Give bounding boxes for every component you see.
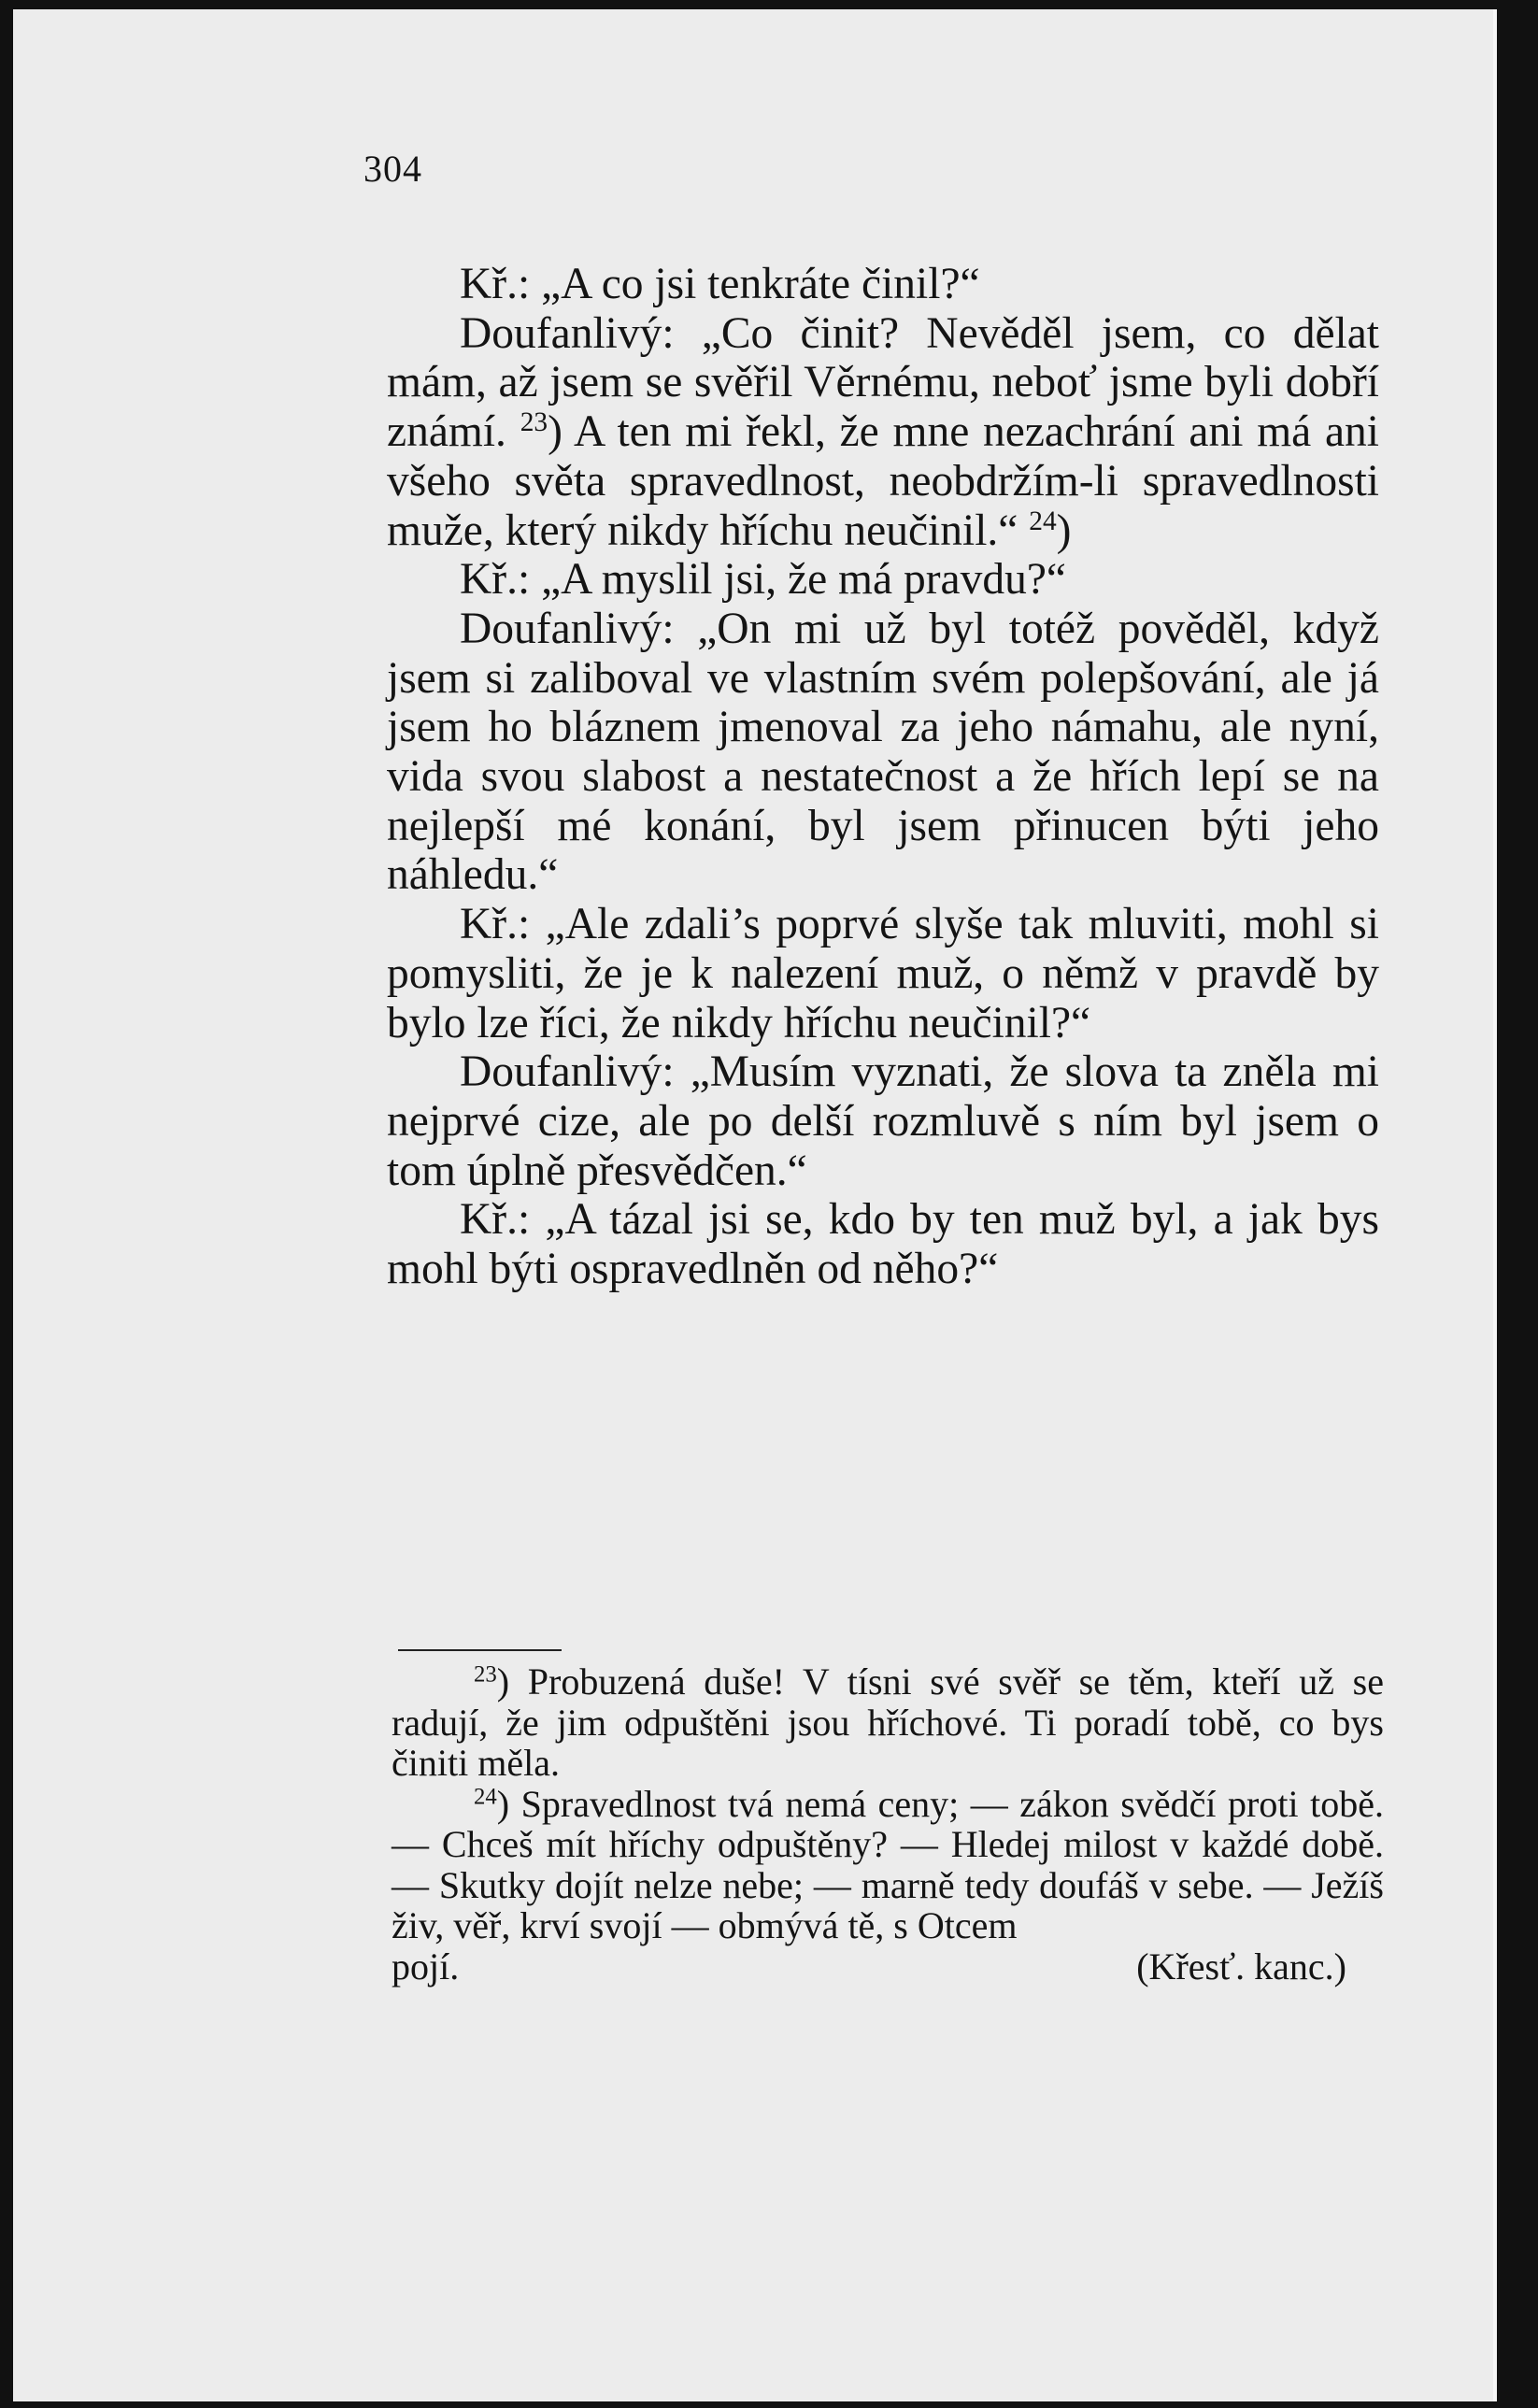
- page-edge: [1493, 9, 1497, 2401]
- paragraph: [387, 309, 1379, 556]
- paragraph: [387, 900, 1379, 1047]
- page-number: 304: [363, 148, 422, 190]
- footnote-source: (Křesť. kanc.): [1136, 1945, 1346, 1988]
- speech: „Musím vyznati, že slova ta zněla mi nejprvé cize, ale po delší rozmluvě s ním byl jsem o tom úplně přesvědčen.“: [387, 1047, 1379, 1195]
- speech: „On mi už byl totéž pověděl, když jsem si zaliboval ve vlastním svém polepšování, ale já jsem ho bláznem jmenoval za jeho námahu, ale nyní, vida svou slabost a nestatečnost a že hřích lepí se na nejlepší mé konání, byl jsem přinucen býti jeho náhledu.“: [387, 604, 1379, 900]
- footnote-text: ) Spravedlnost tvá nemá ceny; — zákon svědčí proti tobě. — Chceš mít hříchy odpuštěny? — Hledej milost v každé době. — Skutky dojít nelze nebe; — marně tedy doufáš v sebe. — Ježíš živ, věř, krví svojí — obmývá tě, s Otcem: [392, 1782, 1384, 1946]
- footnote: [392, 1784, 1384, 1946]
- footnote: [392, 1661, 1384, 1784]
- footnote-divider: [398, 1649, 562, 1651]
- speaker: Doufanlivý:: [460, 604, 675, 653]
- speaker: Kř.:: [460, 555, 531, 605]
- speech: „A myslil jsi, že má pravdu?“: [530, 555, 1067, 605]
- paragraph: [387, 605, 1379, 900]
- paragraph: [387, 1047, 1379, 1195]
- paragraph: [387, 555, 1379, 605]
- footnote-ref: 23: [520, 406, 548, 437]
- speech: ): [1056, 506, 1072, 555]
- footnote-marker: 24: [474, 1783, 497, 1809]
- speech: „A tázal jsi se, kdo by ten muž byl, a jak bys mohl býti ospravedlněn od něho?“: [387, 1195, 1379, 1294]
- footnote-last-line: [392, 1946, 1384, 1988]
- main-text: [387, 260, 1379, 1294]
- footnote-text: ) Probuzená duše! V tísni své svěř se těm, kteří už se radují, že jim odpuštěni jsou hříchové. Ti poradí tobě, co bys činiti měla.: [392, 1660, 1384, 1784]
- paragraph: [387, 1195, 1379, 1293]
- footnote-ref: 24: [1029, 506, 1057, 536]
- speaker: Kř.:: [460, 260, 531, 308]
- book-page: [13, 9, 1497, 2401]
- speaker: Kř.:: [460, 900, 531, 949]
- speech: „Co činit? Nevěděl jsem, co dělat mám, až jsem se svěřil Věrnému, neboť jsme byli dobří známí.: [387, 308, 1379, 457]
- speech: „Ale zdali’s poprvé slyše tak mluviti, mohl si pomysliti, že je k nalezení muž, o němž v pravdě by bylo lze říci, že nikdy hříchu neučinil?“: [387, 900, 1379, 1047]
- speaker: Doufanlivý:: [460, 308, 675, 358]
- paragraph: [387, 260, 1379, 309]
- speech: „A co jsi tenkráte činil?“: [530, 260, 980, 308]
- speaker: Kř.:: [460, 1195, 531, 1245]
- footnotes: [392, 1661, 1384, 1987]
- footnote-marker: 23: [474, 1661, 497, 1688]
- speech: ) A ten mi řekl, že mne nezachrání ani má ani všeho světa spravedlnost, neobdržím-li spravedlnosti muže, který nikdy hříchu neučinil.“: [387, 407, 1380, 555]
- speaker: Doufanlivý:: [460, 1047, 675, 1097]
- footnote-text: pojí.: [392, 1945, 460, 1988]
